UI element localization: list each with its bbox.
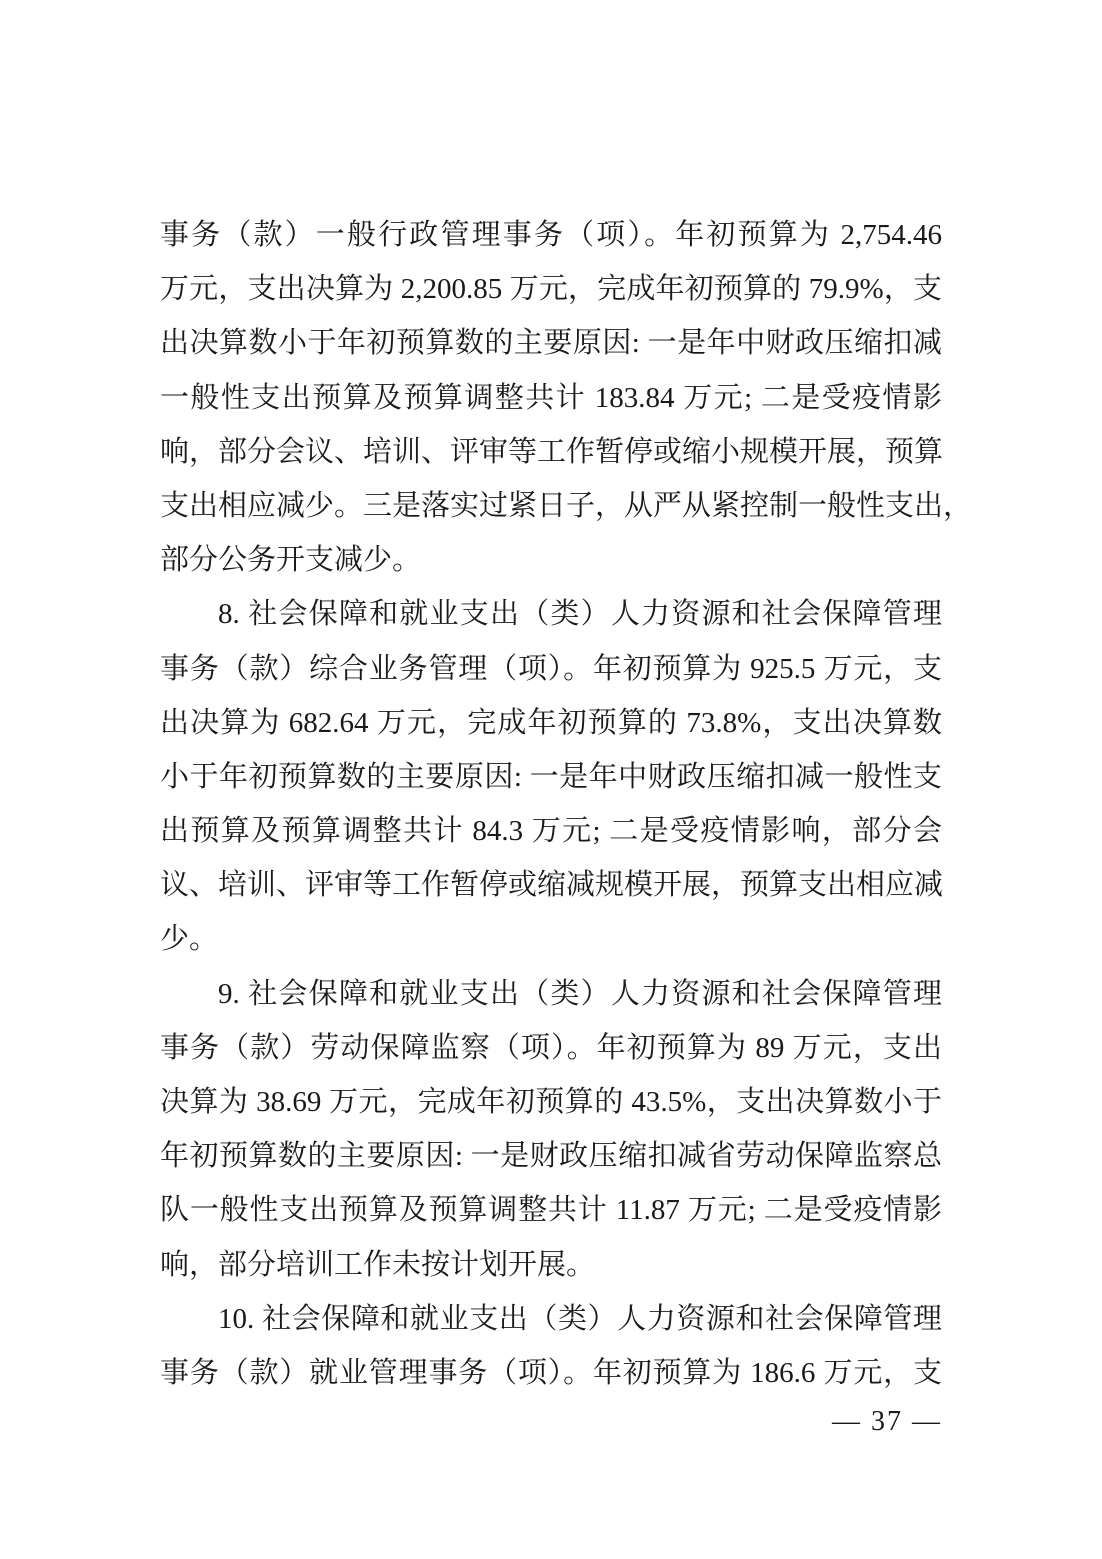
text-line: 一般性支出预算及预算调整共计 183.84 万元; 二是受疫情影 — [160, 381, 942, 414]
text-line: 少。 — [160, 923, 219, 956]
text-line: 出决算数小于年初预算数的主要原因: 一是年中财政压缩扣减 — [160, 327, 942, 360]
text-line: 出决算为 682.64 万元，完成年初预算的 73.8%，支出决算数 — [160, 706, 942, 739]
text-line: 支出相应减少。三是落实过紧日子，从严从紧控制一般性支出， — [160, 489, 973, 522]
paragraph-item-7-continued — [160, 208, 973, 587]
text-line: 年初预算数的主要原因: 一是财政压缩扣减省劳动保障监察总 — [160, 1140, 942, 1173]
text-line: 事务（款）劳动保障监察（项）。年初预算为 89 万元，支出 — [160, 1031, 942, 1064]
paragraph-item-8 — [160, 587, 942, 966]
text-line: 事务（款）综合业务管理（项）。年初预算为 925.5 万元，支 — [160, 652, 942, 685]
text-line: 议、培训、评审等工作暂停或缩减规模开展，预算支出相应减 — [160, 869, 944, 902]
text-line: 队一般性支出预算及预算调整共计 11.87 万元; 二是受疫情影 — [160, 1194, 942, 1227]
document-body — [160, 208, 973, 1400]
page-number: — 37 — — [832, 1406, 942, 1437]
text-line: 决算为 38.69 万元，完成年初预算的 43.5%，支出决算数小于 — [160, 1086, 942, 1118]
text-line: 部分公务开支减少。 — [160, 544, 422, 577]
text-line: 响，部分会议、培训、评审等工作暂停或缩小规模开展，预算 — [160, 435, 944, 468]
text-line: 事务（款）一般行政管理事务（项）。年初预算为 2,754.46 — [160, 219, 942, 251]
text-line: 9. 社会保障和就业支出（类）人力资源和社会保障管理 — [218, 977, 942, 1010]
text-line: 10. 社会保障和就业支出（类）人力资源和社会保障管理 — [218, 1302, 942, 1335]
text-line: 事务（款）就业管理事务（项）。年初预算为 186.6 万元，支 — [160, 1356, 942, 1389]
text-line: 响，部分培训工作未按计划开展。 — [160, 1248, 596, 1281]
paragraph-item-9 — [160, 967, 942, 1292]
text-line: 出预算及预算调整共计 84.3 万元; 二是受疫情影响，部分会 — [160, 815, 942, 848]
text-line: 万元，支出决算为 2,200.85 万元，完成年初预算的 79.9%，支 — [160, 273, 942, 306]
text-line: 小于年初预算数的主要原因: 一是年中财政压缩扣减一般性支 — [160, 760, 942, 793]
paragraph-item-10 — [160, 1292, 942, 1400]
text-line: 8. 社会保障和就业支出（类）人力资源和社会保障管理 — [218, 598, 942, 631]
